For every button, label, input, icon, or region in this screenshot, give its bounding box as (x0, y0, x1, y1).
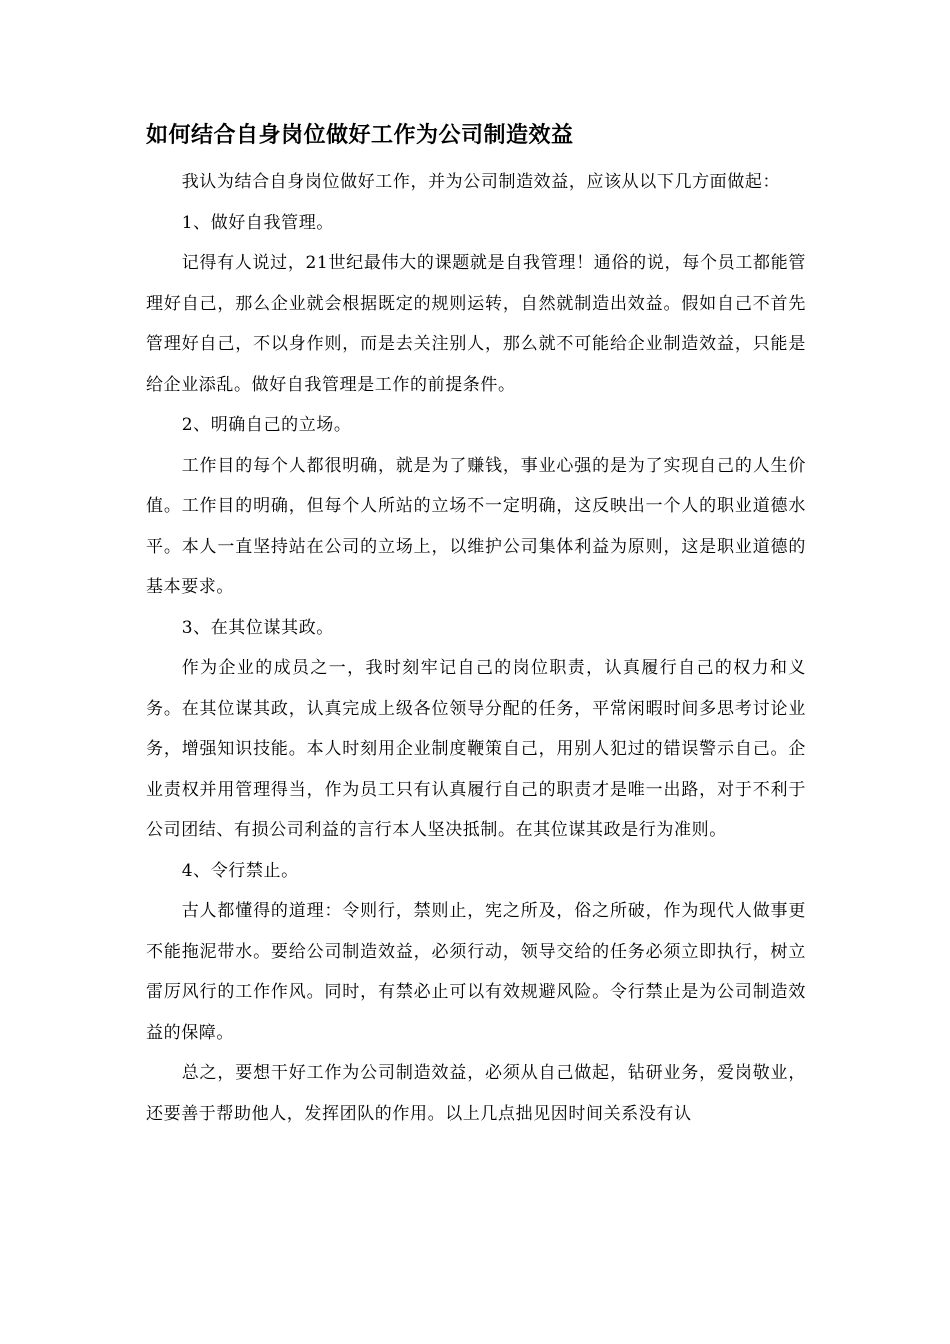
section-paragraph-1: 记得有人说过，21世纪最伟大的课题就是自我管理！通俗的说，每个员工都能管理好自己，那么企业就会根据既定的规则运转，自然就制造出效益。假如自己不首先管理好自己，不以身作则，而是去关注别人，那么就不可能给企业制造效益，只能是给企业添乱。做好自我管理是工作的前提条件。 (146, 253, 806, 395)
document-title: 如何结合自身岗位做好工作为公司制造效益 (146, 122, 574, 148)
section-paragraph-4: 古人都懂得的道理：令则行，禁则止，宪之所及，俗之所破，作为现代人做事更不能拖泥带水。要给公司制造效益，必须行动，领导交给的任务必须立即执行，树立雷厉风行的工作作风。同时，有禁必止可以有效规避风险。令行禁止是为公司制造效益的保障。 (146, 901, 806, 1043)
document-body (146, 118, 806, 1134)
conclusion-paragraph: 总之，要想干好工作为公司制造效益，必须从自己做起，钻研业务，爱岗敬业，还要善于帮助他人，发挥团队的作用。以上几点拙见因时间关系没有认 (146, 1063, 806, 1124)
section-heading-2: 2、明确自己的立场。 (181, 415, 352, 435)
section-paragraph-3: 作为企业的成员之一，我时刻牢记自己的岗位职责，认真履行自己的权力和义务。在其位谋其政，认真完成上级各位领导分配的任务，平常闲暇时间多思考讨论业务，增强知识技能。本人时刻用企业制度鞭策自己，用别人犯过的错误警示自己。企业责权并用管理得当，作为员工只有认真履行自己的职责才是唯一出路，对于不利于公司团结、有损公司利益的言行本人坚决抵制。在其位谋其政是行为准则。 (146, 658, 806, 840)
section-heading-4: 4、令行禁止。 (181, 860, 299, 881)
section-heading-1: 1、做好自我管理。 (181, 212, 334, 233)
section-heading-3: 3、在其位谋其政。 (181, 617, 334, 638)
intro-paragraph: 我认为结合自身岗位做好工作，并为公司制造效益，应该从以下几方面做起： (181, 172, 781, 192)
section-paragraph-2: 工作目的每个人都很明确，就是为了赚钱，事业心强的是为了实现自己的人生价值。工作目的明确，但每个人所站的立场不一定明确，这反映出一个人的职业道德水平。本人一直坚持站在公司的立场上，以维护公司集体利益为原则，这是职业道德的基本要求。 (146, 455, 806, 597)
